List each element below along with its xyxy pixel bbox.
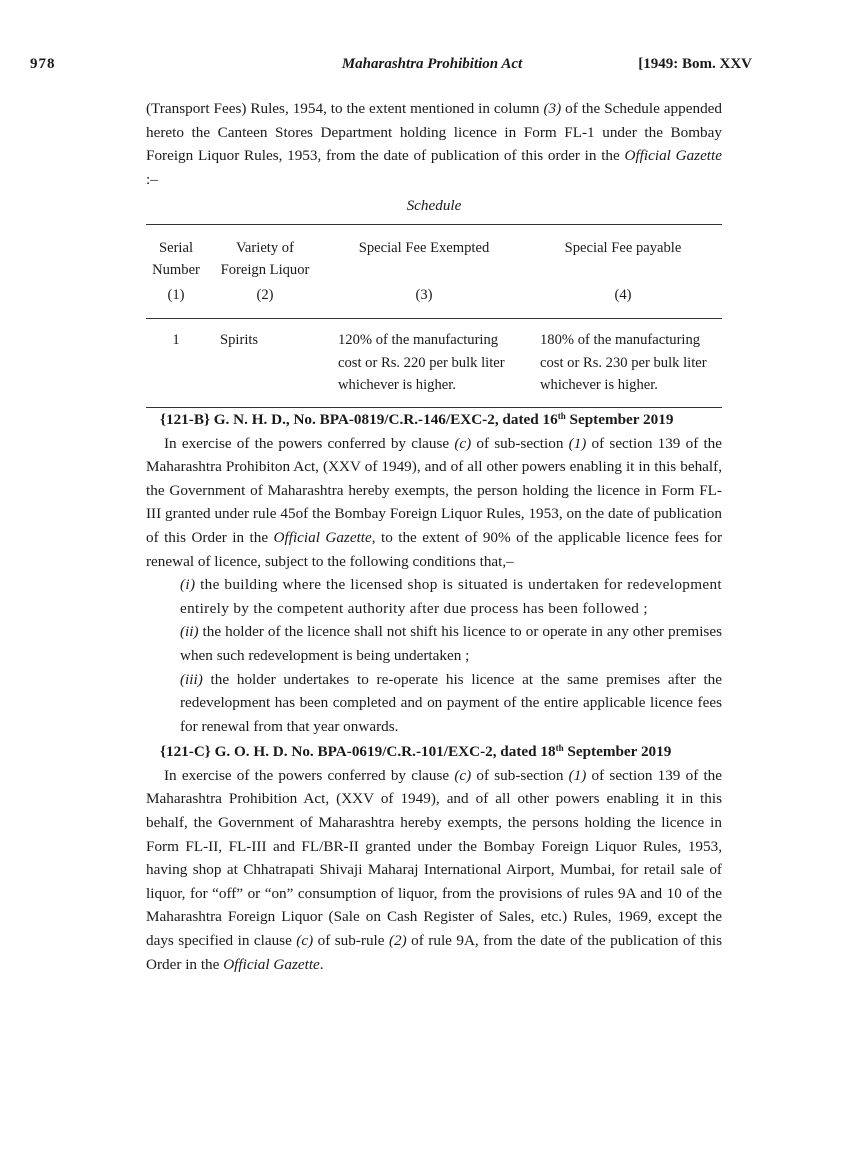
condition-item: (iii) the holder undertakes to re-operate his licence at the same premises after the redevelopment has been completed and on payment of the entire applicable licence fees for renewal from that year onwards.: [180, 670, 722, 735]
intro-end: :–: [146, 170, 158, 188]
schedule-caption: Schedule: [406, 197, 462, 215]
column-number-row: [146, 282, 722, 319]
table-header-row: [146, 225, 722, 282]
cell-variety: Spirits: [220, 332, 259, 349]
condition-item: (ii) the holder of the licence shall not shift his licence to or operate in any other premises when such redevelopment is being undertaken ;: [180, 623, 722, 664]
page-body: [146, 97, 722, 976]
intro-text-continued: of the Schedule appended hereto the Canteen Stores Department holding licence in Form FL-1 under the Bombay Foreign Liquor Rules, 1953, from the date of publication of this order in the: [146, 100, 723, 165]
intro-paragraph: [146, 97, 722, 191]
column-number: (4): [614, 286, 632, 303]
column-number: (2): [256, 286, 274, 303]
intro-text: (Transport Fees) Rules, 1954, to the extent mentioned in column: [146, 100, 544, 117]
cell-fee-exempted: 120% of the manufacturing cost or Rs. 220 per bulk liter whichever is higher.: [338, 332, 505, 394]
table-row: [146, 319, 722, 407]
running-reference: [1949: Bom. XXV: [638, 56, 752, 72]
section-121c-heading: {121-C} G. O. H. D. No. BPA-0619/C.R.-101/EXC-2, dated 18th September 2019: [160, 743, 672, 761]
header-variety: Variety of Foreign Liquor: [220, 239, 310, 279]
section-121b-paragraph: In exercise of the powers conferred by clause (c) of sub-section (1) of section 139 of the Maharashtra Prohibiton Act, (XXV of 1949), and of all other powers enabling it in this behalf, the Government of Maharashtra hereby exempts, the person holding the licence in Form FL-III granted under rule 45of the Bombay Foreign Liquor Rules, 1953, on the date of publication of this Order in the Official Gazette, to the extent of 90% of the applicable licence fees for renewal of licence, subject to the following conditions that,–: [146, 434, 723, 570]
gazette-reference: Official Gazette: [624, 147, 722, 165]
running-title: Maharashtra Prohibition Act: [341, 56, 523, 72]
section-121c-paragraph: In exercise of the powers conferred by clause (c) of sub-section (1) of section 139 of the Maharashtra Prohibition Act, (XXV of 1949), and of all other powers enabling it in this behalf, the Government of Maharashtra hereby exempts, the persons holding the licence in Form FL-II, FL-III and FL/BR-II granted under the Bombay Foreign Liquor Rules, 1953, having shop at Chhatrapati Shivaji Maharaj International Airport, Mumbai, for retail sale of liquor, for “off” or “on” consumption of liquor, from the provisions of rules 9A and 10 of the Maharashtra Foreign Liquor (Sale on Cash Register of Sales, etc.) Rules, 1969, except the days specified in clause (c) of sub-rule (2) of rule 9A, from the date of the publication of this Order in the Official Gazette.: [146, 766, 722, 973]
header-special-fee-exempted: Special Fee Exempted: [358, 239, 490, 256]
column-number: (3): [415, 286, 433, 303]
condition-item: (i) the building where the licensed shop is situated is undertaken for redevelopment entirely by the competent authority after due process has been followed ;: [180, 576, 722, 617]
page-number: 978: [30, 56, 56, 72]
header-serial-number: Serial Number: [152, 239, 200, 279]
schedule-table: [146, 225, 722, 407]
section-121b-heading: {121-B} G. N. H. D., No. BPA-0819/C.R.-146/EXC-2, dated 16th September 2019: [160, 410, 674, 428]
cell-fee-payable: 180% of the manufacturing cost or Rs. 230 per bulk liter whichever is higher.: [540, 332, 707, 394]
column-reference: (3): [543, 100, 562, 117]
header-special-fee-payable: Special Fee payable: [564, 239, 682, 256]
column-number: (1): [167, 286, 185, 303]
cell-serial: 1: [172, 332, 180, 349]
